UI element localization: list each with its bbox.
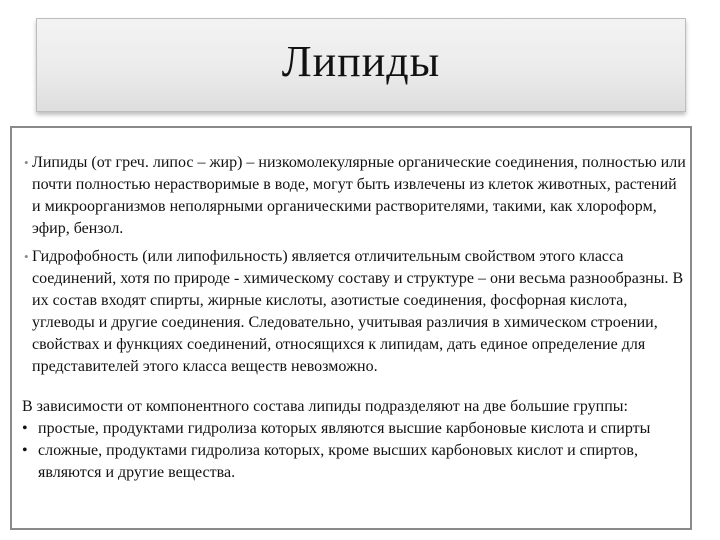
classification-intro: В зависимости от компонентного состава липиды подразделяют на две большие группы: (22, 398, 628, 415)
bullet-paragraph-hydrophobicity (18, 246, 688, 378)
bullet-icon: • (22, 442, 28, 459)
list-item-text: простые, продуктами гидролиза которых являются высшие карбоновые кислота и спирты (38, 420, 651, 437)
content-panel (10, 126, 692, 530)
bullet-paragraph-definition (18, 152, 688, 240)
bullet-icon: • (24, 155, 29, 170)
paragraph-text: Липиды (от греч. липос – жир) – низкомолекулярные органические соединения, полностью или почти полностью нерастворимые в воде, могут быть извлечены из клеток животных, растений и микроорганизмов неполярными органическими растворителями, такими, как хлороформ, эфир, бензол. (32, 154, 686, 237)
classification-section (22, 396, 682, 484)
bullet-list (18, 152, 688, 384)
bullet-icon: • (22, 420, 28, 437)
bullet-icon: • (24, 249, 29, 264)
paragraph-text: Гидрофобность (или липофильность) является отличительным свойством этого класса соединений, хотя по природе - химическому составу и структуре – они весьма разнообразны. В их состав входят спирты, жирные кислоты, азотистые соединения, фосфорная кислота, углеводы и другие соединения. Следовательно, учитывая различия в химическом строении, свойствах и функциях соединений, относящихся к липидам, дать единое определение для представителей этого класса веществ невозможно. (32, 248, 684, 375)
title-banner (36, 18, 686, 112)
list-item-text: сложные, продуктами гидролиза которых, кроме высших карбоновых кислот и спиртов, являются и другие вещества. (38, 442, 638, 481)
list-item-complex-lipids (22, 440, 682, 484)
list-item-simple-lipids (22, 418, 682, 440)
slide-title: Липиды (281, 36, 441, 86)
